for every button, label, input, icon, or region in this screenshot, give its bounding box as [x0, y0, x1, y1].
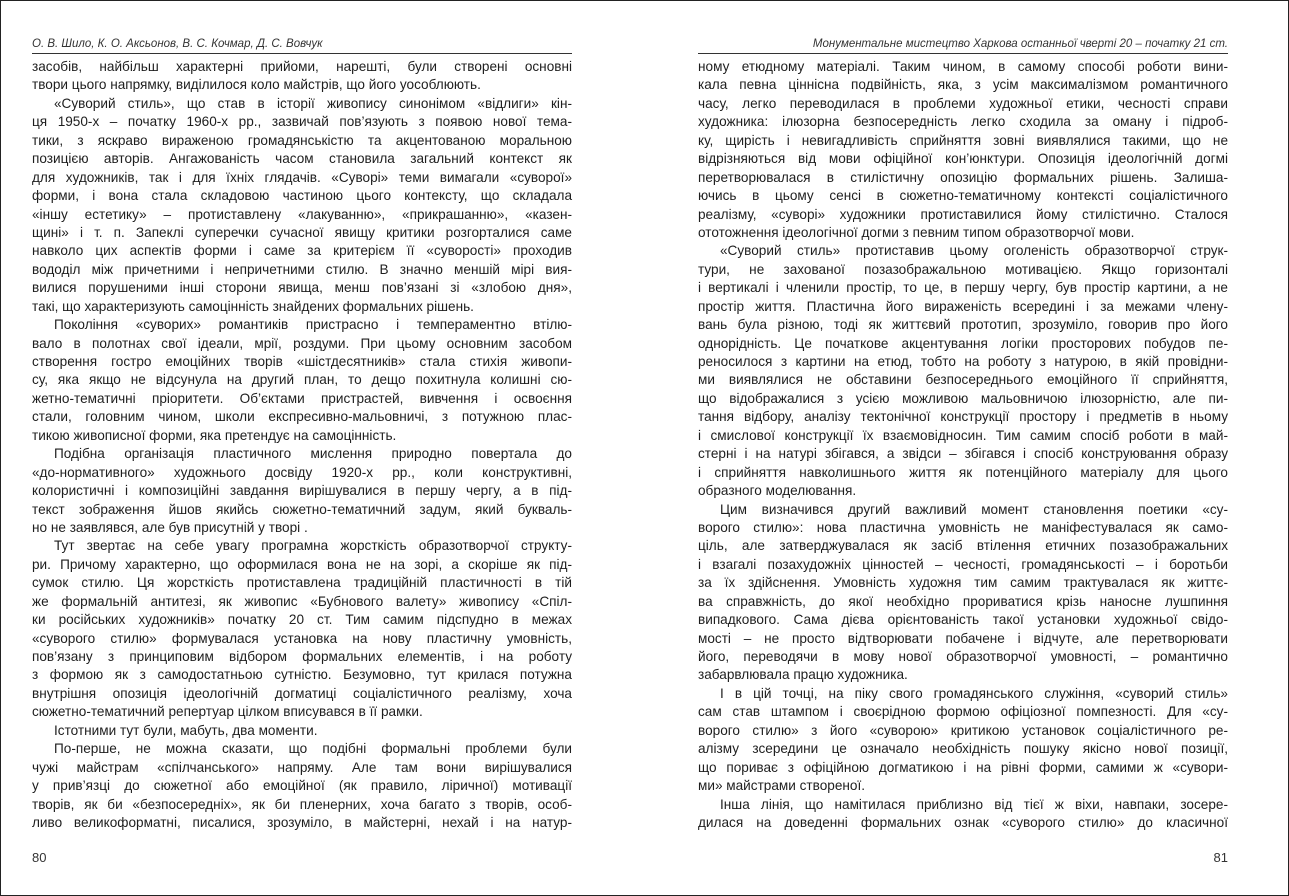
- paragraph: [32, 58, 572, 95]
- text-line: засобів, найбільш характерні прийоми, нарешті, були створені основні: [32, 59, 572, 74]
- text-line: ціль, але затверджувалася як засіб втілення етичних позазображальних: [698, 538, 1228, 554]
- paragraph: [698, 501, 1228, 685]
- text-line: Істотними тут були, мабуть, два моменти.: [54, 722, 318, 738]
- text-line: вань була різною, тоді як життєвий прототип, зрозуміло, говорив про його: [698, 317, 1228, 333]
- text-line: ворого стилю»: нова пластична умовність не маніфестувалася як само-: [698, 519, 1228, 535]
- text-line: ми виявлялися не обставини безпосереднього емоційного її сприйняття,: [698, 372, 1228, 388]
- text-line: ри. Причому характерно, що оформилася вона не на зорі, а скоріше як під-: [32, 556, 572, 572]
- text-line: Інша лінія, що намітилася приблизно від тієї ж віхи, навпаки, зосере-: [720, 796, 1228, 812]
- text-line: його, переводячи в мову нової образотворчої умовності, – романтично: [698, 649, 1228, 664]
- text-line: ця 1950-х – початку 1960-х рр., зазвичай пов’язують з появою нової тема-: [32, 114, 572, 130]
- text-line: стали, головним чином, школи експресивно-мальовничі, з потужною плас-: [32, 409, 572, 425]
- text-line: твори цього напрямку, виділилося коло майстрів, що його уособлюють.: [32, 77, 481, 93]
- text-line: ва справжність, до якої необхідно прориватися крізь наносне лушпиння: [698, 593, 1228, 609]
- text-line: ми» майстрами створеної.: [698, 778, 866, 794]
- text-line: жетно-тематичні пріоритети. Об’єктами пристрастей, вивчення і освоєння: [32, 390, 572, 406]
- text-line: Цим визначився другий важливий момент становлення поетики «су-: [720, 501, 1228, 517]
- text-line: колористичні і композиційні завдання вирішувалися в першу чергу, а в під-: [32, 483, 572, 499]
- text-line: простір життя. Пластична його вираженість всередині і за межами члену-: [698, 298, 1228, 314]
- text-line: навколо цих аспектів форми і саме за критерієм її «суворості» проходив: [32, 243, 572, 259]
- text-line: за їх здійснення. Умовність художня тим самим трактувалася як життє-: [698, 575, 1228, 591]
- text-line: ливо великоформатні, писалися, зрозуміло, в майстерні, нехай і на натур-: [32, 814, 572, 830]
- text-line: художника: ілюзорна безпосередність легко сходила за оману і підроб-: [698, 114, 1228, 130]
- paragraph: [32, 537, 572, 721]
- paragraph: [698, 796, 1228, 833]
- text-line: Подібна організація пластичного мислення природно повертала до: [54, 446, 572, 462]
- text-line: пов’язану з принциповим відбором формальних елементів, і на роботу: [32, 649, 572, 664]
- paragraph: [698, 685, 1228, 796]
- text-line: же формальній антитезі, як живопис «Бубнового валету» живопису «Спіл-: [32, 593, 572, 609]
- text-line: реалізму, «суворі» художники протиставилися йому стилістично. Сталося: [698, 206, 1228, 222]
- text-line: тики, з яскраво вираженою громадянськістю та акцентованою моральною: [32, 132, 572, 148]
- paragraph: [698, 58, 1228, 242]
- text-line: сюжетно-тематичний репертуар цілком вписувався в її рамки.: [32, 704, 423, 720]
- text-line: що пориває з офіційною догматикою і на рівні форми, самими ж «сувори-: [698, 759, 1228, 775]
- text-line: однорідність. Це початкове акцентування логіки просторових побудов пе-: [698, 335, 1228, 351]
- text-line: кала певна ціннісна подвійність, яка, з усім максималізмом романтичного: [698, 77, 1228, 93]
- paragraph: [32, 95, 572, 316]
- paragraph: [32, 445, 572, 537]
- page-body: [698, 58, 1228, 832]
- text-line: тикою живописної форми, яка претендує на самоцінність.: [32, 427, 397, 443]
- text-line: Покоління «суворих» романтиків пристрасно і темпераментно втілю-: [54, 317, 572, 333]
- text-line: сумок стилю. Ця жорсткість протиставлена традиційній пластичності в тій: [32, 575, 572, 591]
- text-line: стерні і на натурі збігався, а звідси – збігався і спосіб конструювання образу: [698, 446, 1228, 462]
- text-line: ототожнення ідеологічної догми з певним типом образотворчої мови.: [698, 224, 1135, 240]
- text-line: ному етюдному матеріалі. Таким чином, в самому способі роботи вини-: [698, 59, 1228, 74]
- text-line: тання відбору, аналізу тектонічної конструкції простору і предметів в ньому: [698, 409, 1228, 425]
- text-line: внутрішня опозиція ідеологічній догматиці соціалістичного реалізму, хоча: [32, 685, 572, 701]
- paragraph: [32, 722, 572, 740]
- text-line: і сприйняття навколишнього життя як потенційного матеріалу для цього: [698, 464, 1228, 480]
- text-line: з формою як з самодостатньою сутністю. Безумовно, тут крилася потужна: [32, 667, 572, 683]
- text-line: часу, легко переводилася в проблеми художньої етики, чесності справи: [698, 95, 1228, 111]
- text-line: сам став штампом і своєрідною формою офіціозної помпезності. Для «су-: [698, 704, 1228, 720]
- text-line: мості – не просто відтворювати побачене і відчуте, але перетворювати: [698, 630, 1228, 646]
- text-line: су, яка якщо не відсунула на другий план, то дещо похитнула колишні сю-: [32, 372, 572, 388]
- text-line: тури, не захованої позазображальною мотивацією. Якщо горизонталі: [698, 261, 1228, 277]
- running-head-authors: О. В. Шило, К. О. Аксьонов, В. С. Кочмар, Д. С. Вовчук: [32, 38, 572, 54]
- text-line: чужі майстрам «спілчанського» напряму. Але там вони вирішувалися: [32, 759, 572, 775]
- text-line: вало в полотнах свої ідеали, мрії, роздуми. При цьому основним засобом: [32, 335, 572, 351]
- text-line: і вертикалі і членили простір, то це, в першу чергу, був простір картини, а не: [698, 280, 1228, 296]
- text-line: но не заявлявся, але був присутній у творі .: [32, 519, 308, 535]
- paragraph: [698, 242, 1228, 500]
- text-line: і смислової конструкції їх взаємовідносин. Тим самим спосіб роботи в май-: [698, 427, 1228, 443]
- text-line: ку, щирість і невигадливість сприйняття зовні виявлялися такими, що не: [698, 132, 1228, 148]
- text-line: щині» і т. п. Запеклі суперечки сучасної явищу критики розгорталися саме: [32, 224, 572, 240]
- text-line: для художників, так і для їхніх глядачів. «Суворі» теми вимагали «суворої»: [32, 169, 572, 185]
- text-line: перетворювалася в стилістичну опозицію формальних рішень. Залиша-: [698, 169, 1228, 185]
- running-head-title: Монументальне мистецтво Харкова останньої чверті 20 – початку 21 ст.: [698, 38, 1228, 54]
- paragraph: [32, 740, 572, 832]
- text-line: створення гостро емоційних творів «шістдесятників» стала стихія живопи-: [32, 354, 572, 369]
- text-line: По-перше, не можна сказати, що подібні формальні проблеми були: [54, 741, 572, 757]
- text-line: ючись в цьому сенсі в сюжетно-тематичному контексті соціалістичного: [698, 188, 1228, 204]
- text-line: Тут звертає на себе увагу програмна жорсткість образотворчої структу-: [54, 538, 572, 554]
- text-line: «Суворий стиль», що став в історії живопису синонімом «відлиги» кін-: [54, 95, 572, 111]
- text-line: алізму зсередини це означало необхідність пошуку якісно нової позиції,: [698, 741, 1228, 757]
- text-line: ворого стилю» з його «суворою» критикою установок соціалістичного ре-: [698, 722, 1228, 738]
- text-line: що відображалися з усією можливою мальовничою ілюзорністю, але пи-: [698, 390, 1228, 406]
- text-line: реносилося з картини на етюд, тобто на роботу з натурою, в якій провідни-: [698, 354, 1228, 369]
- text-line: вилися порушеними інші сторони явища, менш пов’язані зі «злобою дня»,: [32, 280, 572, 296]
- page-number: 80: [32, 850, 47, 865]
- right-page: [698, 1, 1228, 895]
- text-line: у прив’язці до сюжетної або емоційної (як правило, ліричної) мотивації: [32, 778, 572, 794]
- paragraph: [32, 316, 572, 445]
- text-line: позицією авторів. Ангажованість часом становила загальний контекст як: [32, 151, 572, 167]
- text-line: відрізняються від мови офіційної кон’юнктури. Опозиція ідеологічній догмі: [698, 151, 1228, 167]
- text-line: «до-нормативного» художнього досвіду 1920-х рр., коли конструктивні,: [32, 464, 572, 480]
- text-line: «суворого стилю» формувалася установка на нову пластичну умовність,: [32, 630, 572, 646]
- left-page: [32, 1, 572, 895]
- text-line: творів, як би «безпосередніх», як би пленерних, хоча багато з творів, особ-: [32, 796, 572, 812]
- text-line: і взагалі позахудожніх цінностей – чесності, громадянськості – і боротьби: [698, 556, 1228, 572]
- text-line: «іншу естетику» – протиставлену «лакуванню», «прикрашанню», «казен-: [32, 206, 572, 222]
- text-line: образного моделювання.: [698, 483, 857, 499]
- text-line: форми, і вона стала складовою частиною цього контексту, що складала: [32, 188, 572, 204]
- page-number: 81: [1213, 850, 1228, 865]
- text-line: забарвлювала працю художника.: [698, 667, 908, 683]
- text-line: дилася на доведенні формальних ознак «суворого стилю» до класичної: [698, 814, 1228, 830]
- text-line: такі, що характеризують самоцінність знайдених формальних рішень.: [32, 298, 474, 314]
- text-line: «Суворий стиль» протиставив цьому оголеність образотворчої струк-: [720, 243, 1228, 259]
- text-line: ки російських художників» початку 20 ст. Тим самим підспудно в межах: [32, 612, 572, 628]
- page-body: [32, 58, 572, 832]
- text-line: випадкового. Сама дієва орієнтованість такої установки художньої свідо-: [698, 612, 1228, 628]
- text-line: текст зображення йшов якийсь сюжетно-тематичний задум, який букваль-: [32, 501, 572, 517]
- text-line: вододіл між причетними і непричетними стилю. В значно меншій мірі вия-: [32, 261, 572, 277]
- text-line: І в цій точці, на піку свого громадянського служіння, «суворий стиль»: [720, 685, 1228, 701]
